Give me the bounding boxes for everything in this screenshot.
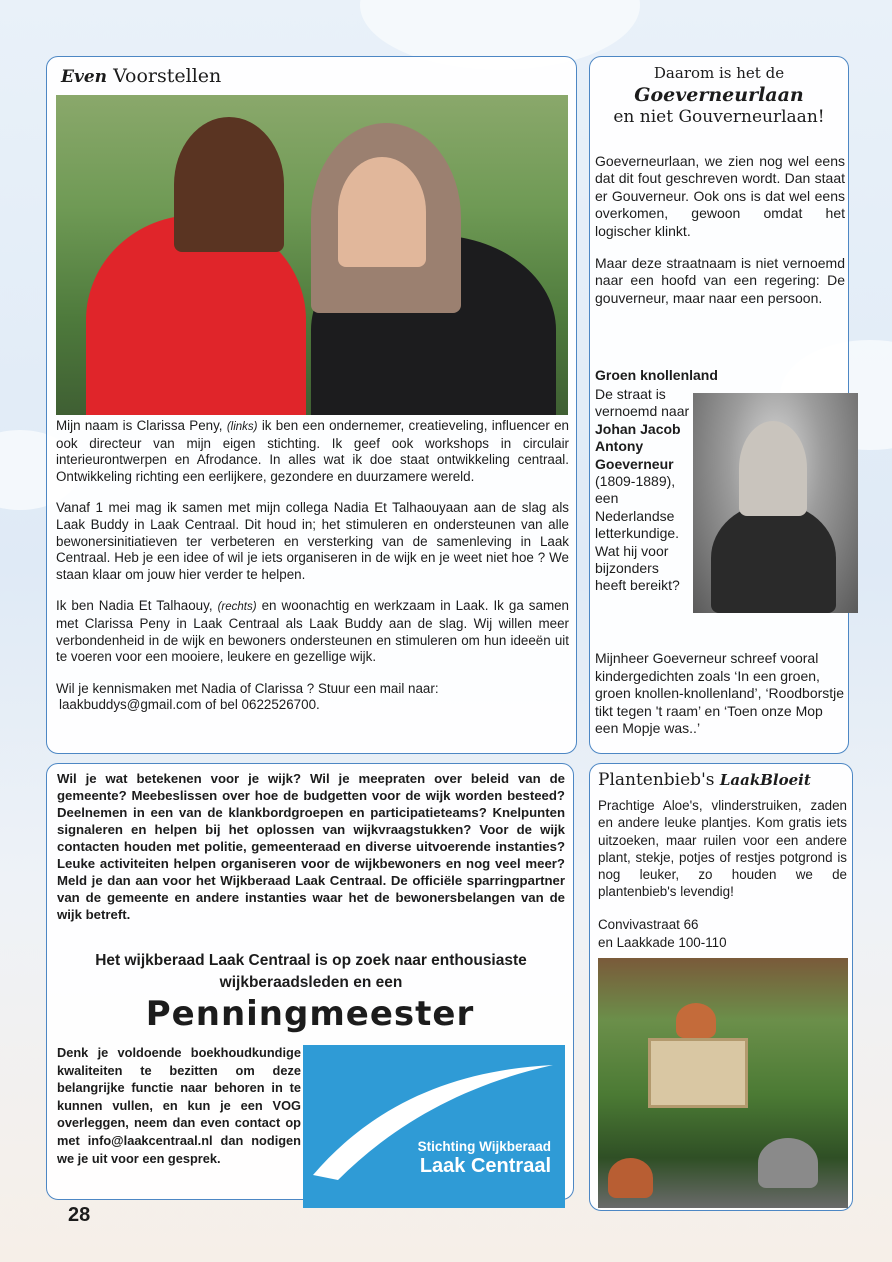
photo-goeverneur-portrait: [693, 393, 858, 613]
intro-p1-start: Mijn naam is Clarissa Peny,: [56, 418, 223, 433]
wijkberaad-logo: [303, 1045, 565, 1208]
street-subheading: Groen knollenland: [595, 367, 718, 383]
person-left-head: [174, 117, 284, 252]
street-p3-name: Johan Jacob Antony Goeverneur: [595, 420, 681, 472]
intro-p1-rest: ik ben een ondernemer, creatieveling, influencer en ook directeur van mijn eigen stichting. Ik geef ook workshops in circulair interieurontwerpen en Afrodance. In alles wat ik doe staat ontwikkeling centraal. Ontwikkeling richting een eerlijkere, gezondere en duurzamere wereld.: [56, 418, 570, 484]
street-title-line-1: Daarom is het de: [653, 64, 785, 82]
portrait-body: [711, 503, 836, 613]
street-title-line-2: Goeverneurlaan: [634, 84, 804, 106]
intro-title-rest: Voorstellen: [113, 65, 222, 87]
plants-address-2: en Laakkade 100-110: [598, 935, 727, 950]
intro-contact-details: laakbuddys@gmail.com of bel 0622526700.: [59, 697, 320, 713]
logo-swoosh-icon: [303, 1045, 565, 1208]
intro-contact-line: Wil je kennismaken met Nadia of Clarissa ? Stuur een mail naar:: [56, 680, 439, 696]
plants-address-1: Convivastraat 66: [598, 917, 699, 932]
plants-title-script: LaakBloeit: [719, 771, 811, 789]
plants-section: [589, 763, 853, 1211]
plants-pot: [758, 1138, 818, 1188]
council-paragraph-2: Denk je voldoende boekhoudkundige kwaliteiten te bezitten om deze belangrijke functie naar behoren in te kunnen vullen, en kun je een VOG overleggen, neem dan even contact op met info@laakcentraal.nl dan nodigen we je uit voor een gesprek.: [57, 1045, 301, 1166]
council-headline: Het wijkberaad Laak Centraal is op zoek naar enthousiaste wijkberaadsleden en een: [95, 952, 527, 991]
street-title-line-3: en niet Gouverneurlaan!: [613, 107, 825, 127]
page-number: 28: [68, 1204, 91, 1226]
street-paragraph-3: [595, 386, 691, 595]
street-p3-start: De straat is vernoemd naar: [595, 386, 690, 420]
logo-text-line-1: Stichting Wijkberaad: [417, 1139, 551, 1154]
plants-pot: [676, 1003, 716, 1038]
council-paragraph-1: Wil je wat betekenen voor je wijk? Wil je meepraten over beleid van de gemeente? Meebeslissen over hoe de budgetten voor de wijk worden besteed? Deelnemen in een van de klankbordgroepen en participatieteams? Knelpunten signaleren en helpen bij het oplossen van wijkvraagstukken? Voor de wijk contacten houden met politie, gemeenteraad en diverse uitvoerende instanties? Leuke activiteiten helpen organiseren voor de wijkbewoners en nog veel meer? Meld je dan aan voor het Wijkberaad Laak Centraal. De officiële sparringpartner van de gemeente en andere instanties waar het de bewonersbelangen van de wijk betreft.: [57, 771, 565, 922]
plants-paragraph: Prachtige Aloe's, vlinderstruiken, zaden en andere leuke plantjes. Kom gratis iets uitzoeken, maar ruilen voor een andere plant, stekje, potjes of restjes potgrond is nog leuker, zo houden we de plantenbieb's levendig!: [598, 798, 847, 900]
intro-p3-start: Ik ben Nadia Et Talhaouy,: [56, 598, 213, 614]
plants-pot: [608, 1158, 653, 1198]
intro-paragraph-4: [56, 681, 569, 714]
street-paragraph-4: Mijnheer Goeverneur schreef vooral kindergedichten zoals ‘In een groen, groen knollen-knollenland’, ‘Roodborstje tikt tegen 't raam’ en ‘Toen onze Mop een Mopje was..’: [595, 650, 845, 737]
intro-paragraph-3: [56, 598, 569, 665]
photo-plant-library: [598, 958, 848, 1208]
council-section: [46, 763, 574, 1200]
plants-title: [598, 770, 811, 790]
plants-title-text: Plantenbieb's: [598, 770, 715, 790]
street-section: [589, 56, 849, 754]
intro-p3-note: (rechts): [217, 601, 257, 614]
street-paragraph-2: Maar deze straatnaam is niet vernoemd naar een hoofd van een regering: De gouverneur, maar naar een persoon.: [595, 255, 845, 306]
intro-title: [61, 65, 221, 87]
intro-paragraph-1: [56, 418, 569, 485]
logo-text-line-2: Laak Centraal: [419, 1155, 551, 1177]
portrait-head: [739, 421, 807, 516]
intro-text: [56, 418, 569, 714]
photo-clarissa-and-nadia: [56, 95, 568, 415]
intro-title-script: Even: [61, 67, 108, 87]
street-p3-rest: (1809-1889), een Nederlandse letterkundige. Wat hij voor bijzonders heeft bereikt?: [595, 473, 680, 594]
intro-p1-note: (links): [226, 421, 258, 433]
street-title: [590, 63, 848, 128]
plants-crate: [648, 1038, 748, 1108]
intro-paragraph-2: Vanaf 1 mei mag ik samen met mijn collega Nadia Et Talhaouyaan aan de slag als Laak Buddy in Laak Centraal. Dit houd in; het stimuleren en ondersteunen van alle bewonersinitiatieven ter verbeteren en versterking van de samenleving in Laak Centraal. Heb je een idee of wil je iets organiseren in de wijk en je weet niet hoe ? We staan klaar om jouw hier verder te helpen.: [56, 500, 569, 582]
council-role-title: Penningmeester: [145, 994, 475, 1034]
person-right-face: [338, 157, 426, 267]
intro-p3-rest: en woonachtig en werkzaam in Laak. Ik ga samen met Clarissa Peny in Laak Centraal als Laak Buddy aan de slag. Wij willen meer verbondenheid in de wijk en bewoners ondersteunen en stimuleren om hun ideeën uit te voeren voor een mooiere, leukere en gezellige wijk.: [56, 598, 569, 665]
intro-section: [46, 56, 577, 754]
street-paragraph-1: Goeverneurlaan, we zien nog wel eens dat dit fout geschreven wordt. Dan staat er Gouverneur. Ook ons is dat wel eens overkomen, gewoon omdat het logischer klinkt.: [595, 153, 845, 239]
street-text: [595, 153, 845, 307]
